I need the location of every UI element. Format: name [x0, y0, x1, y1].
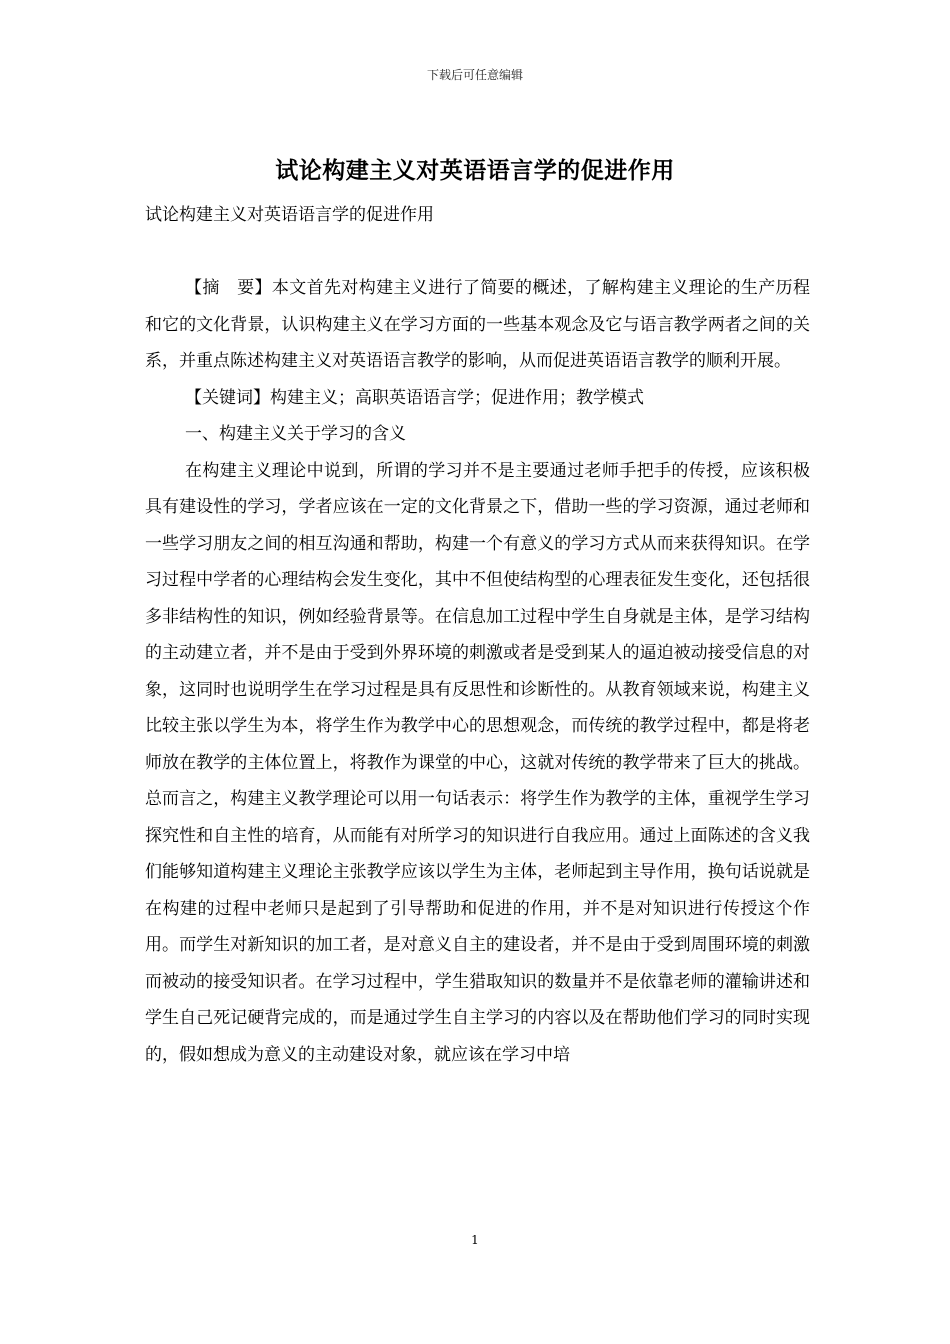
abstract-paragraph: 【摘 要】本文首先对构建主义进行了简要的概述，了解构建主义理论的生产历程和它的文化背景，认识构建主义在学习方面的一些基本观念及它与语言教学两者之间的关系，并重点陈述构建主义对英语语言教学的影响，从而促进英语语言教学的顺利开展。: [145, 278, 810, 371]
document-title: 试论构建主义对英语语言学的促进作用: [275, 157, 675, 184]
page-number: 1: [471, 1233, 479, 1247]
section-heading: 一、构建主义关于学习的含义: [185, 424, 406, 444]
page-header-note: 下载后可任意编辑: [426, 68, 523, 82]
keywords-paragraph: 【关键词】构建主义；高职英语语言学；促进作用；教学模式: [185, 387, 644, 408]
document-body: [145, 270, 810, 1073]
body-paragraph: 在构建主义理论中说到，所谓的学习并不是主要通过老师手把手的传授，应该积极具有建设性的学习，学者应该在一定的文化背景之下，借助一些的学习资源，通过老师和一些学习朋友之间的相互沟通和帮助，构建一个有意义的学习方式从而来获得知识。在学习过程中学者的心理结构会发生变化，其中不但使结构型的心理表征发生变化，还包括很多非结构性的知识，例如经验背景等。在信息加工过程中学生自身就是主体，是学习结构的主动建立者，并不是由于受到外界环境的刺激或者是受到某人的逼迫被动接受信息的对象，这同时也说明学生在学习过程是具有反思性和诊断性的。从教育领域来说，构建主义比较主张以学生为本，将学生作为教学中心的思想观念，而传统的教学过程中，都是将老师放在教学的主体位置上，将教作为课堂的中心，这就对传统的教学带来了巨大的挑战。总而言之，构建主义教学理论可以用一句话表示：将学生作为教学的主体，重视学生学习探究性和自主性的培育，从而能有对所学习的知识进行自我应用。通过上面陈述的含义我们能够知道构建主义理论主张教学应该以学生为主体，老师起到主导作用，换句话说就是在构建的过程中老师只是起到了引导帮助和促进的作用，并不是对知识进行传授这个作用。而学生对新知识的加工者，是对意义自主的建设者，并不是由于受到周围环境的刺激而被动的接受知识者。在学习过程中，学生猎取知识的数量并不是依靠老师的灌输讲述和学生自己死记硬背完成的，而是通过学生自主学习的内容以及在帮助他们学习的同时实现的，假如想成为意义的主动建设对象，就应该在学习中培: [145, 460, 810, 1065]
document-subtitle: 试论构建主义对英语语言学的促进作用: [145, 205, 434, 225]
